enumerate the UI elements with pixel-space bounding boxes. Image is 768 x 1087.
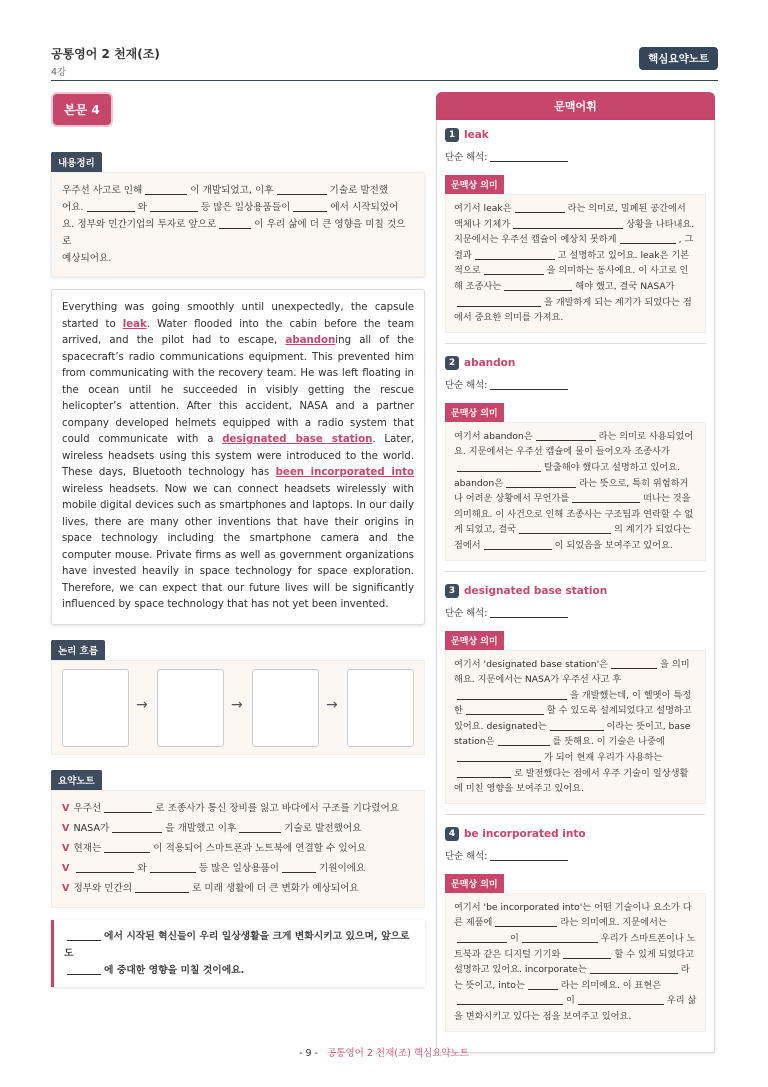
- highlight-abandon: abandon: [285, 335, 336, 346]
- blank[interactable]: [490, 153, 568, 162]
- context-text: 로 발전했다는 점에서 우주 기술이 일상생활에 미친 영향을 보여주고 있어요.: [454, 767, 689, 795]
- blank[interactable]: [484, 541, 552, 550]
- blank[interactable]: [484, 266, 544, 275]
- blank[interactable]: [590, 965, 678, 974]
- blank[interactable]: [475, 251, 555, 260]
- context-text: 라는 의미로 사용되었어요. 지문에서는 우주선 캡슐에 물이 들어오자 조종사가: [454, 430, 694, 458]
- blank[interactable]: [87, 202, 135, 212]
- blank[interactable]: [104, 803, 152, 813]
- blank[interactable]: [457, 691, 567, 700]
- summary-text: 와: [137, 202, 147, 213]
- note-text: 기원이에요: [318, 862, 366, 874]
- blank[interactable]: [457, 768, 511, 777]
- flow-step-box[interactable]: [62, 669, 129, 747]
- note-line: [62, 799, 414, 819]
- left-column: [51, 92, 425, 987]
- context-text: 을 의미해요. 지문에서는 NASA가 우주선 사고 후: [454, 658, 690, 686]
- context-label: 문맥상 의미: [445, 631, 504, 650]
- context-text: 의 계기가 되었다는 점에서: [454, 524, 691, 551]
- conclusion-text: 에 중대한 영향을 미칠 것이에요.: [104, 964, 245, 976]
- vocab-term: abandon: [464, 356, 516, 369]
- summary-text: 요. 정부와 민간기업의 투자로 앞으로: [62, 219, 217, 230]
- blank[interactable]: [578, 996, 664, 1005]
- blank[interactable]: [536, 432, 596, 441]
- item-number: 4: [445, 827, 459, 841]
- summary-text: 기술로 발전했: [329, 185, 389, 196]
- note-text: 현재는: [73, 842, 102, 854]
- blank[interactable]: [572, 494, 640, 503]
- vocab-title: 문맥어휘: [436, 92, 715, 120]
- blank[interactable]: [67, 931, 101, 941]
- check-mark-icon: V: [62, 882, 70, 894]
- vocab-panel: [436, 92, 715, 1053]
- summary-text: 이 개발되었고, 이후: [190, 185, 274, 196]
- blank[interactable]: [515, 204, 565, 213]
- blank[interactable]: [457, 297, 541, 306]
- simple-translation: [445, 377, 706, 391]
- context-text: 여기서 leak은: [454, 203, 512, 214]
- note-text: 등 많은 일상용품이: [198, 862, 279, 874]
- conclusion-box: [51, 920, 425, 987]
- context-box: [445, 650, 706, 804]
- arrow-right-icon: →: [326, 696, 338, 713]
- check-mark-icon: V: [62, 822, 70, 834]
- summary-box: [51, 172, 425, 277]
- context-text: 을 개발했는데, 이 헬멧이 특정한: [454, 689, 692, 717]
- note-text: 로 미래 생활에 더 큰 변화가 예상되어요: [192, 882, 359, 894]
- context-label: 문맥상 의미: [445, 175, 504, 194]
- context-text: 라는 뜻으로, 특히 위험하거나 어려운 상황에서 무언가를: [454, 477, 689, 505]
- blank[interactable]: [104, 843, 150, 853]
- blank[interactable]: [498, 737, 550, 746]
- context-text: 해야 했고, 결국 NASA가: [575, 280, 675, 292]
- flow-label: 논리 흐름: [51, 640, 105, 660]
- note-text: 정부와 민간의: [73, 882, 133, 894]
- lesson-number: 4강: [51, 67, 67, 78]
- context-text: 를 뜻해요. 이 기술은 나중에: [552, 736, 665, 748]
- simple-label: 단순 해석:: [445, 152, 488, 163]
- note-line: [62, 819, 414, 839]
- blank[interactable]: [519, 525, 611, 534]
- note-text: 로 조종사가 통신 장비를 잃고 바다에서 구조를 기다렸어요: [155, 802, 400, 814]
- vocab-word: [445, 128, 706, 142]
- section-badge: 본문 4: [51, 92, 113, 127]
- context-text: 이 되었음을 보여주고 있어요.: [554, 539, 673, 551]
- blank[interactable]: [67, 965, 101, 975]
- context-text: 상황을 나타내요. 지문에서는 우주선 캡슐이 예상치 못하게: [454, 218, 695, 246]
- passage-text: wireless headsets. Now we can connect headsets wirelessly with mobile digital devices such as smartphones and laptops. In our daily lives, there are many other inventions that have their origins in space technology including the smartphone camera and the computer mouse. Private firms as well as government organizations have invested heavily in space technology for space exploration. Therefore, we can expect that our future lives will be significantly influenced by space technology that has not yet been invented.: [62, 483, 414, 610]
- note-text: 을 개발했고 이후: [165, 822, 237, 834]
- arrow-right-icon: →: [136, 696, 148, 713]
- summary-text: 이 우리 삶에 더 큰 영향을 미칠 것으로: [62, 219, 406, 247]
- summary-text: 에서 시작되었어: [330, 202, 399, 213]
- passage-text: ing all of the spacecraft’s radio communications equipment. This prevented him from communicating with the recovery team. He was left floating in the ocean until he succeeded in visibly getting the rescue helicopter’s attention. After this accident, NASA and a partner company developed helmets equipped with a radio system that could communicate with a: [62, 335, 414, 445]
- notes-label: 요약노트: [51, 770, 102, 790]
- note-text: 이 적용되어 스마트폰과 노트북에 연결할 수 있어요: [153, 842, 367, 854]
- check-mark-icon: V: [62, 862, 70, 874]
- blank[interactable]: [239, 823, 281, 833]
- page-number: - 9 -: [299, 1048, 319, 1059]
- blank[interactable]: [522, 934, 598, 943]
- blank[interactable]: [490, 608, 568, 617]
- blank[interactable]: [293, 202, 327, 212]
- vocab-body: [436, 120, 715, 1053]
- summary-text: 우주선 사고로 인해: [62, 185, 143, 196]
- highlight-leak: leak: [122, 318, 147, 330]
- context-text: 떠나는 것을 의미해요. 이 사건으로 인해 조종사는 구조팀과 연락할 수 없게 되었고, 결국: [454, 493, 694, 536]
- context-box: [445, 893, 706, 1032]
- context-text: 이: [566, 995, 575, 1007]
- vocab-term: be incorporated into: [464, 827, 586, 840]
- context-text: 라는 뜻이고, into는: [454, 964, 690, 991]
- context-text: 우리 삶을 변화시키고 있다는 점을 보여주고 있어요.: [454, 995, 697, 1022]
- item-number: 1: [445, 128, 459, 142]
- simple-translation: [445, 149, 706, 163]
- blank[interactable]: [495, 918, 557, 927]
- context-text: 여기서 'designated base station'은: [454, 658, 609, 670]
- conclusion-text: 에서 시작된 혁신들이 우리 일상생활을 크게 변화시키고 있으며, 앞으로도: [64, 930, 410, 959]
- flow-step-box[interactable]: [252, 669, 319, 747]
- blank[interactable]: [145, 185, 187, 195]
- context-text: 탈출해야 했다고 설명하고 있어요. abandon은: [454, 461, 680, 489]
- blank[interactable]: [620, 235, 676, 244]
- note-text: NASA가: [73, 822, 110, 834]
- context-text: 가 되어 현재 우리가 사용하는: [544, 752, 663, 764]
- blank[interactable]: [490, 380, 568, 389]
- simple-translation: [445, 848, 706, 862]
- passage-text: . Water flooded into the cabin before the team arrived, and the pilot had to escape,: [62, 318, 414, 346]
- note-line: [62, 839, 414, 859]
- document-title: 공통영어 2 천재(조): [51, 47, 160, 61]
- note-line: [62, 859, 414, 879]
- item-number: 3: [445, 584, 459, 598]
- blank[interactable]: [150, 863, 196, 873]
- blank[interactable]: [282, 863, 316, 873]
- flow-box: [51, 660, 425, 755]
- vocab-word: [445, 584, 706, 598]
- blank[interactable]: [457, 463, 541, 472]
- context-label: 문맥상 의미: [445, 403, 504, 422]
- context-text: 여기서 abandon은: [454, 430, 533, 442]
- summary-label: 내용정리: [51, 152, 102, 172]
- blank[interactable]: [277, 185, 327, 195]
- context-text: 을 의미하는 동사예요. 이 사고로 인해 조종사는: [454, 265, 689, 292]
- item-number: 2: [445, 356, 459, 370]
- vocab-item: [445, 571, 706, 814]
- blank[interactable]: [611, 659, 657, 668]
- blank[interactable]: [563, 949, 611, 958]
- simple-translation: [445, 605, 706, 619]
- blank[interactable]: [528, 981, 558, 990]
- blank[interactable]: [76, 863, 134, 873]
- notes-badge: 핵심요약노트: [639, 47, 718, 70]
- context-text: 이: [510, 933, 519, 945]
- context-text: 라는 의미로, 밀폐된 공간에서 액체나 기체가: [454, 203, 686, 230]
- context-text: 이라는 뜻이고, base station은: [454, 720, 691, 748]
- footer: [0, 1045, 768, 1059]
- context-text: 우리가 스마트폰이나 노트북과 같은 디지털 기기와: [454, 933, 696, 960]
- note-text: 기술로 발전했어요: [284, 822, 362, 834]
- blank[interactable]: [112, 823, 162, 833]
- notes-section: [51, 769, 425, 908]
- highlight-designated-base-station: designated base station: [222, 434, 373, 445]
- check-mark-icon: V: [62, 842, 70, 854]
- blank[interactable]: [513, 219, 623, 228]
- simple-label: 단순 해석:: [445, 379, 488, 391]
- context-text: 할 수 있게 되었다고 설명하고 있어요. incorporate는: [454, 948, 695, 976]
- vocab-term: designated base station: [464, 584, 608, 597]
- blank[interactable]: [219, 219, 251, 229]
- context-text: , 그 결과: [454, 234, 694, 261]
- vocab-word: [445, 356, 706, 370]
- note-text: 우주선: [73, 802, 102, 814]
- context-text: 라는 의미예요. 지문에서는: [560, 917, 667, 929]
- blank[interactable]: [504, 282, 572, 291]
- context-label: 문맥상 의미: [445, 874, 504, 893]
- passage-text: Everything was going smoothly until unexpectedly, the capsule started to: [62, 302, 414, 330]
- check-mark-icon: V: [62, 802, 70, 814]
- vocab-term: leak: [464, 129, 489, 141]
- blank[interactable]: [150, 202, 198, 212]
- blank[interactable]: [490, 851, 568, 860]
- flow-section: [51, 639, 425, 755]
- vocab-item: [445, 128, 706, 343]
- blank[interactable]: [457, 753, 541, 762]
- footer-text: 공통영어 2 천재(조) 핵심요약노트: [327, 1048, 469, 1059]
- simple-label: 단순 해석:: [445, 607, 488, 619]
- blank[interactable]: [506, 478, 576, 487]
- vocab-item: [445, 343, 706, 571]
- context-text: 라는 의미예요. 이 표현은: [560, 979, 662, 991]
- passage-text: . Later, wireless headsets using this system were introduced to the world. These days, Bluetooth technology has: [62, 434, 415, 478]
- blank[interactable]: [550, 722, 604, 731]
- summary-text: 예상되어요.: [62, 253, 112, 264]
- notes-box: [51, 790, 425, 908]
- arrow-right-icon: →: [231, 696, 243, 713]
- blank[interactable]: [135, 883, 189, 893]
- context-text: 을 개발하게 되는 계기가 되었다는 점에서 중요한 의미를 가져요.: [454, 296, 692, 324]
- header-divider: [51, 80, 718, 81]
- context-text: 고 설명하고 있어요. leak은 기본적으로: [454, 249, 690, 277]
- flow-step-box[interactable]: [347, 669, 414, 747]
- note-text: 와: [137, 862, 147, 874]
- summary-section: [51, 151, 425, 277]
- context-text: 여기서 'be incorporated into'는 어떤 기술이나 요소가 다른 제품에: [454, 901, 692, 929]
- blank[interactable]: [457, 934, 507, 943]
- context-text: 할 수 있도록 설계되었다고 설명하고 있어요. designated는: [454, 705, 692, 732]
- blank[interactable]: [466, 706, 544, 715]
- summary-text: 등 많은 일상용품들이: [200, 202, 291, 213]
- vocab-word: [445, 827, 706, 841]
- flow-step-box[interactable]: [157, 669, 224, 747]
- context-box: [445, 194, 706, 333]
- vocab-item: [445, 814, 706, 1042]
- simple-label: 단순 해석:: [445, 850, 488, 862]
- blank[interactable]: [457, 996, 563, 1005]
- note-line: [62, 879, 414, 899]
- context-box: [445, 422, 706, 561]
- highlight-incorporated: been incorporated into: [275, 467, 415, 478]
- summary-text: 어요.: [62, 202, 84, 213]
- passage-box: [51, 289, 425, 625]
